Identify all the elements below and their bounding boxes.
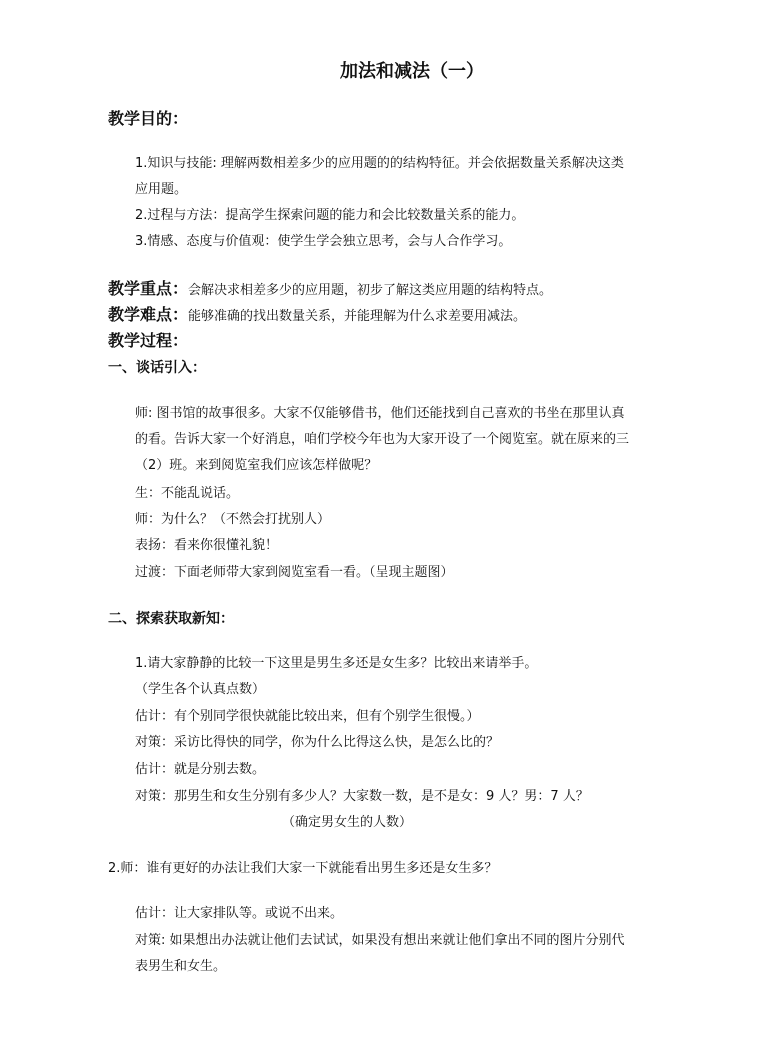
- section2-line: 估计：让大家排队等。或说不出来。: [135, 906, 344, 921]
- section1-line: 师: 图书馆的故事很多。大家不仅能够借书，他们还能找到自己喜欢的书坐在那里认真: [135, 406, 625, 421]
- section1-line: 的看。告诉大家一个好消息，咱们学校今年也为大家开设了一个阅览室。就在原来的三: [135, 432, 630, 447]
- section2-line: 对策：那男生和女生分别有多少人？大家数一数，是不是女：9 人？男：7 人？: [135, 789, 589, 804]
- process-heading: 教学过程：: [108, 331, 189, 350]
- section2-line: 估计：有个别同学很快就能比较出来，但有个别学生很慢。）: [135, 709, 480, 724]
- section2-line: （学生各个认真点数）: [135, 682, 266, 697]
- objective-line: 应用题。: [135, 182, 188, 197]
- section1-line: 生：不能乱说话。: [135, 486, 240, 501]
- section2-line: 1.请大家静静的比较一下这里是男生多还是女生多？比较出来请举手。: [135, 656, 538, 671]
- difficulty-text: 能够准确的找出数量关系，并能理解为什么求差要用减法。: [188, 309, 527, 324]
- section1-line: 师：为什么？（不然会打扰别人）: [135, 512, 331, 527]
- section2-heading: 二、探索获取新知：: [108, 611, 234, 627]
- section2-line: （确定男女生的人数）: [282, 815, 413, 830]
- objective-line: 1.知识与技能: 理解两数相差多少的应用题的的结构特征。并会依据数量关系解决这类: [135, 156, 624, 171]
- key-point: [108, 278, 552, 302]
- section2-question: 2.师：谁有更好的办法让我们大家一下就能看出男生多还是女生多？: [108, 861, 498, 876]
- section1-line: 过渡：下面老师带大家到阅览室看一看。（呈现主题图）: [135, 565, 454, 580]
- section2-line: 对策: 如果想出办法就让他们去试试，如果没有想出来就让他们拿出不同的图片分别代: [135, 933, 625, 948]
- section2-line: 估计：就是分别去数。: [135, 762, 266, 777]
- objective-line: 3.情感、态度与价值观：使学生学会独立思考，会与人合作学习。: [135, 234, 512, 249]
- key-point-text: 会解决求相差多少的应用题，初步了解这类应用题的结构特点。: [188, 283, 553, 298]
- key-point-label: 教学重点：: [108, 279, 189, 298]
- objectives-heading: 教学目的：: [108, 109, 189, 128]
- section1-line: 表扬：看来你很懂礼貌！: [135, 538, 279, 553]
- section2-line: 对策：采访比得快的同学，你为什么比得这么快，是怎么比的？: [135, 735, 500, 750]
- section1-line: （2）班。来到阅览室我们应该怎样做呢？: [135, 458, 378, 473]
- page-title: 加法和减法（一）: [340, 61, 484, 82]
- difficulty-point: [108, 304, 526, 328]
- objective-line: 2.过程与方法：提高学生探索问题的能力和会比较数量关系的能力。: [135, 208, 525, 223]
- section2-line: 表男生和女生。: [135, 959, 227, 974]
- section1-heading: 一、谈话引入：: [108, 360, 206, 376]
- difficulty-label: 教学难点：: [108, 305, 189, 324]
